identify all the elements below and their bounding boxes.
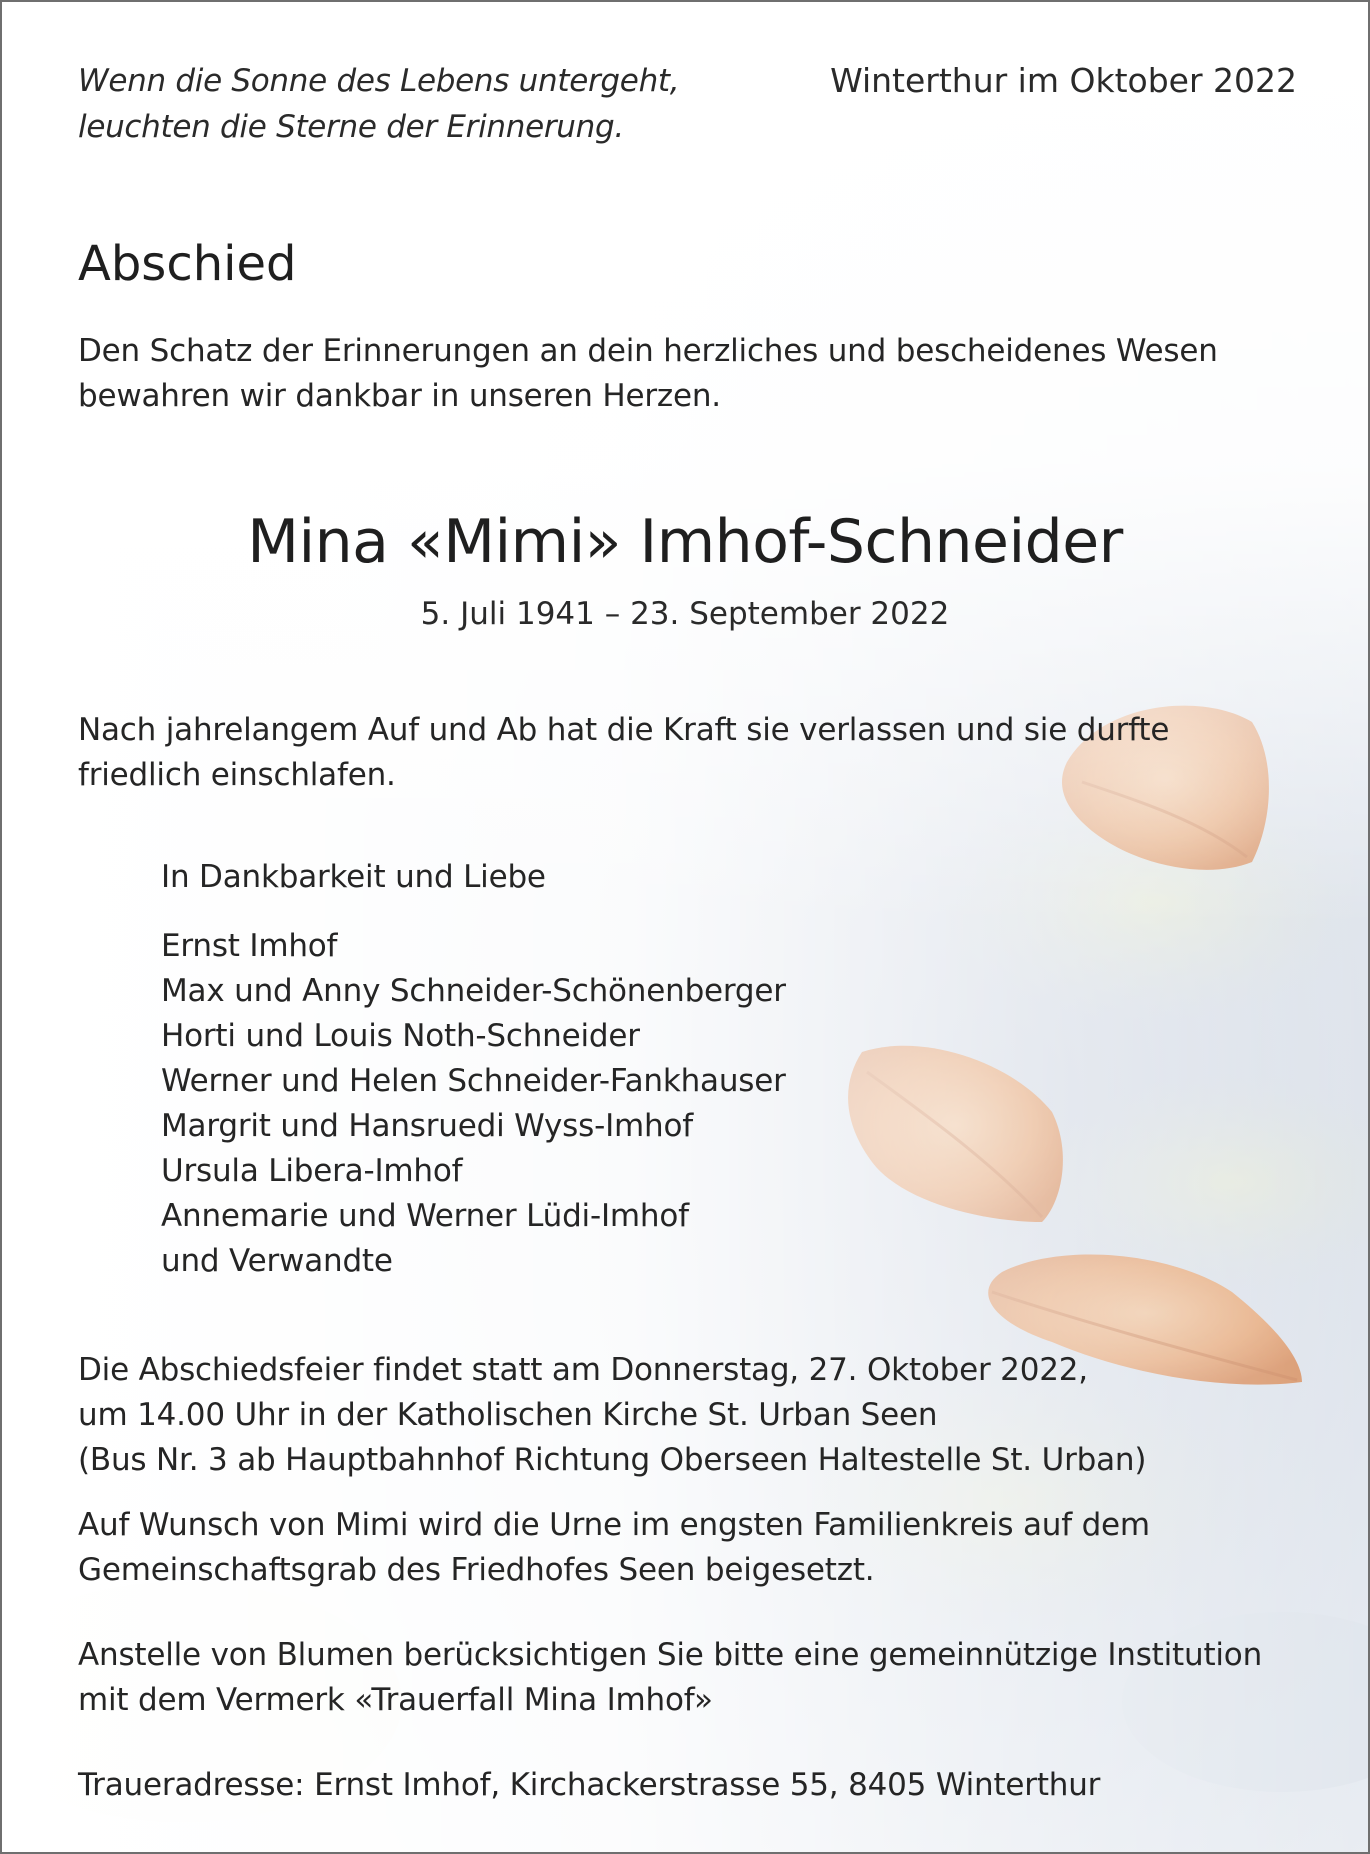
mourners-list [161, 855, 786, 1284]
urn-paragraph [78, 1503, 1150, 1593]
mourner-name: Ernst Imhof [161, 928, 338, 964]
intro-line: Den Schatz der Erinnerungen an dein herzliches und bescheidenes Wesen [78, 333, 1218, 369]
intro-line: bewahren wir dankbar in unseren Herzen. [78, 378, 721, 414]
mourner-name: Annemarie und Werner Lüdi-Imhof [161, 1198, 689, 1234]
flowers-paragraph [78, 1633, 1262, 1723]
mourner-name: und Verwandte [161, 1243, 393, 1279]
service-paragraph [78, 1348, 1146, 1483]
passing-paragraph [78, 708, 1169, 798]
mourner-name: Margrit und Hansruedi Wyss-Imhof [161, 1108, 693, 1144]
service-line: um 14.00 Uhr in der Katholischen Kirche St. Urban Seen [78, 1397, 938, 1433]
urn-line: Gemeinschaftsgrab des Friedhofes Seen beigesetzt. [78, 1552, 875, 1588]
flowers-line: mit dem Vermerk «Trauerfall Mina Imhof» [78, 1682, 713, 1718]
passing-line: Nach jahrelangem Auf und Ab hat die Kraft sie verlassen und sie durfte [78, 712, 1170, 748]
service-line: Die Abschiedsfeier findet statt am Donnerstag, 27. Oktober 2022, [78, 1352, 1088, 1388]
deceased-name: Mina «Mimi» Imhof-Schneider [247, 507, 1123, 577]
mourner-name: Ursula Libera-Imhof [161, 1153, 463, 1189]
flowers-line: Anstelle von Blumen berücksichtigen Sie bitte eine gemeinnützige Institution [78, 1637, 1263, 1673]
motto-line: leuchten die Sterne der Erinnerung. [78, 109, 624, 145]
heading-abschied: Abschied [78, 236, 297, 292]
intro-paragraph [78, 329, 1218, 419]
place-and-date: Winterthur im Oktober 2022 [830, 61, 1297, 100]
urn-line: Auf Wunsch von Mimi wird die Urne im engsten Familienkreis auf dem [78, 1507, 1150, 1543]
mourner-name: Max und Anny Schneider-Schönenberger [161, 973, 786, 1009]
life-dates: 5. Juli 1941 – 23. September 2022 [420, 596, 950, 632]
mourning-address: Traueradresse: Ernst Imhof, Kirchackerstrasse 55, 8405 Winterthur [78, 1767, 1101, 1803]
passing-line: friedlich einschlafen. [78, 757, 396, 793]
mourner-name: Werner und Helen Schneider-Fankhauser [161, 1063, 786, 1099]
obituary-content [2, 2, 1368, 1852]
motto-quote [78, 58, 679, 150]
motto-line: Wenn die Sonne des Lebens untergeht, [78, 63, 680, 99]
service-line: (Bus Nr. 3 ab Hauptbahnhof Richtung Oberseen Haltestelle St. Urban) [78, 1442, 1147, 1478]
mourner-name: Horti und Louis Noth-Schneider [161, 1018, 640, 1054]
mourners-thanks: In Dankbarkeit und Liebe [161, 859, 546, 895]
